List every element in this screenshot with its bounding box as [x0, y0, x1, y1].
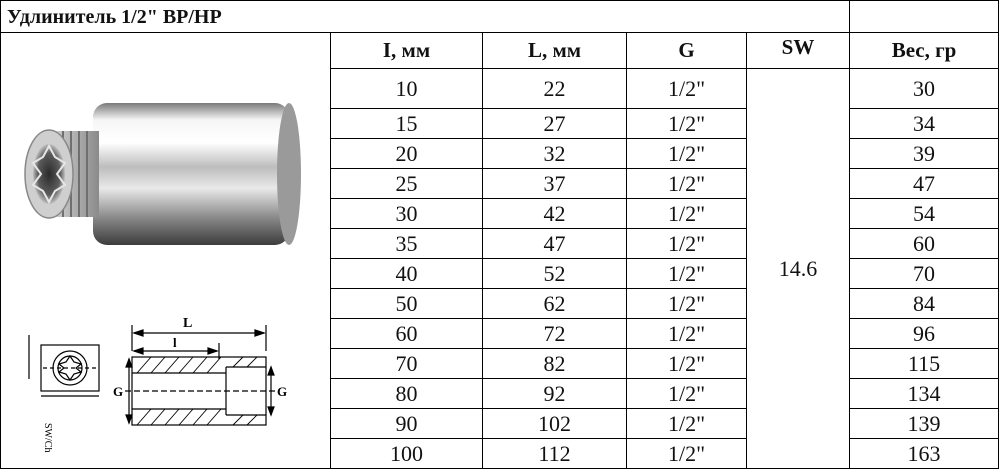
- cell-g: 1/2": [627, 259, 747, 289]
- cell-sw: 14.6: [747, 69, 850, 469]
- sw-label: SW/Ch: [42, 423, 53, 453]
- length-l-label: l: [173, 335, 177, 350]
- cell-l-long: 22: [483, 69, 627, 109]
- col-header-g: G: [627, 33, 747, 69]
- cell-l-short: 50: [331, 289, 483, 319]
- cell-l-short: 25: [331, 169, 483, 199]
- cell-weight: 139: [850, 409, 999, 439]
- cell-l-long: 112: [483, 439, 627, 469]
- cell-g: 1/2": [627, 139, 747, 169]
- cell-g: 1/2": [627, 349, 747, 379]
- g-right-label: G: [277, 384, 288, 399]
- cell-weight: 70: [850, 259, 999, 289]
- cell-g: 1/2": [627, 289, 747, 319]
- cell-l-short: 80: [331, 379, 483, 409]
- cell-weight: 39: [850, 139, 999, 169]
- cell-weight: 47: [850, 169, 999, 199]
- col-header-l-short: I, мм: [331, 33, 483, 69]
- product-title: Удлинитель 1/2" ВР/НР: [1, 1, 850, 33]
- cell-weight: 96: [850, 319, 999, 349]
- cell-weight: 34: [850, 109, 999, 139]
- cell-weight: 163: [850, 439, 999, 469]
- cell-l-short: 60: [331, 319, 483, 349]
- cell-l-long: 102: [483, 409, 627, 439]
- cell-g: 1/2": [627, 229, 747, 259]
- product-image-cell: [1, 33, 331, 469]
- extension-photo: [1, 33, 330, 293]
- cell-weight: 84: [850, 289, 999, 319]
- cell-g: 1/2": [627, 439, 747, 469]
- cell-l-long: 52: [483, 259, 627, 289]
- cell-weight: 54: [850, 199, 999, 229]
- cell-l-long: 47: [483, 229, 627, 259]
- cell-g: 1/2": [627, 109, 747, 139]
- cell-l-short: 70: [331, 349, 483, 379]
- length-L-label: L: [183, 316, 193, 331]
- cell-l-long: 62: [483, 289, 627, 319]
- cell-l-long: 42: [483, 199, 627, 229]
- cell-l-long: 72: [483, 319, 627, 349]
- cell-g: 1/2": [627, 169, 747, 199]
- cell-weight: 115: [850, 349, 999, 379]
- col-header-sw: SW: [747, 33, 850, 69]
- col-header-l-long: L, мм: [483, 33, 627, 69]
- cell-l-long: 37: [483, 169, 627, 199]
- cell-weight: 30: [850, 69, 999, 109]
- cell-g: 1/2": [627, 69, 747, 109]
- g-left-label: G: [113, 384, 124, 399]
- cell-weight: 134: [850, 379, 999, 409]
- cell-l-short: 10: [331, 69, 483, 109]
- cell-l-short: 100: [331, 439, 483, 469]
- col-header-weight: Вес, гр: [850, 33, 999, 69]
- cell-l-short: 30: [331, 199, 483, 229]
- header-row: [1, 33, 999, 69]
- cell-l-short: 20: [331, 139, 483, 169]
- cell-l-short: 15: [331, 109, 483, 139]
- cell-l-short: 90: [331, 409, 483, 439]
- cell-l-long: 32: [483, 139, 627, 169]
- cell-l-short: 40: [331, 259, 483, 289]
- cell-l-long: 82: [483, 349, 627, 379]
- cell-g: 1/2": [627, 319, 747, 349]
- cell-l-long: 92: [483, 379, 627, 409]
- cell-l-short: 35: [331, 229, 483, 259]
- title-row: [1, 1, 999, 33]
- title-empty-cell: [850, 1, 999, 33]
- cell-weight: 60: [850, 229, 999, 259]
- cell-g: 1/2": [627, 409, 747, 439]
- cell-l-long: 27: [483, 109, 627, 139]
- cell-g: 1/2": [627, 199, 747, 229]
- technical-drawing: [1, 293, 330, 468]
- cell-g: 1/2": [627, 379, 747, 409]
